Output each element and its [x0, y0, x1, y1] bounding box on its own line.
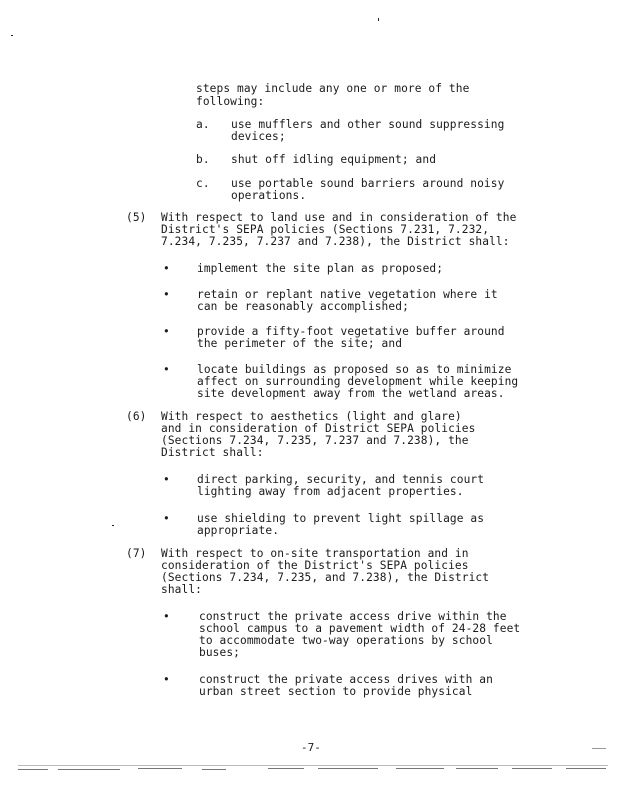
section-number: (7) [126, 547, 147, 560]
bullet-line: to accommodate two-way operations by school [199, 634, 493, 647]
list-marker: b. [196, 153, 210, 166]
section-line: shall: [161, 583, 203, 596]
section-line: With respect to land use and in consideration of the [161, 211, 517, 224]
bullet-line: construct the private access drives with an [199, 673, 493, 686]
scan-artifact-line [512, 768, 552, 769]
section-line: and in consideration of District SEPA policies [161, 422, 476, 435]
list-marker: c. [196, 177, 210, 190]
scan-artifact-line [138, 768, 182, 769]
scan-artifact-line [566, 768, 606, 769]
section-line: (Sections 7.234, 7.235, and 7.238), the District [161, 571, 490, 584]
page-number: -7- [301, 741, 321, 754]
bullet-line: locate buildings as proposed so as to minimize [197, 363, 512, 376]
section-number: (5) [126, 211, 147, 224]
section-line: District's SEPA policies (Sections 7.231, 7.232, [161, 223, 490, 236]
scan-artifact-line [18, 769, 48, 770]
scan-artifact-line [18, 765, 608, 766]
bullet-line: buses; [199, 646, 241, 659]
intro-line: steps may include any one or more of the [196, 82, 470, 95]
intro-line: following: [196, 95, 265, 108]
bullet-line: affect on surrounding development while keeping [197, 375, 519, 388]
section-line: With respect to on-site transportation and in [161, 547, 469, 560]
bullet-icon: • [163, 363, 170, 376]
section-line: consideration of the District's SEPA policies [161, 559, 469, 572]
bullet-icon: • [163, 262, 170, 275]
bullet-line: provide a fifty-foot vegetative buffer around [197, 325, 505, 338]
scan-artifact-line [202, 769, 226, 770]
bullet-line: site development away from the wetland areas. [197, 387, 505, 400]
bullet-icon: • [163, 673, 170, 686]
section-line: District shall: [161, 446, 264, 459]
scan-artifact-line [268, 768, 304, 769]
scan-artifact-line [318, 768, 378, 769]
bullet-line: urban street section to provide physical [199, 685, 473, 698]
scan-artifact-line [58, 769, 120, 770]
bullet-icon: • [163, 512, 170, 525]
bullet-icon: • [163, 288, 170, 301]
bullet-line: implement the site plan as proposed; [197, 262, 444, 275]
list-item-line: use portable sound barriers around noisy [231, 177, 505, 190]
scan-speck [378, 18, 379, 21]
list-marker: a. [196, 118, 210, 131]
list-item-line: use mufflers and other sound suppressing [231, 118, 505, 131]
section-line: 7.234, 7.235, 7.237 and 7.238), the District shall: [161, 235, 510, 248]
scan-artifact-line [396, 768, 444, 769]
scan-artifact-line [456, 768, 498, 769]
bullet-line: direct parking, security, and tennis court [197, 473, 485, 486]
scan-speck [11, 35, 13, 36]
bullet-line: the perimeter of the site; and [197, 337, 403, 350]
bullet-icon: • [163, 325, 170, 338]
scan-speck [112, 525, 114, 526]
list-item-line: operations. [231, 189, 307, 202]
bullet-line: appropriate. [197, 524, 280, 537]
bullet-line: construct the private access drive within the [199, 610, 507, 623]
list-item-line: shut off idling equipment; and [231, 153, 437, 166]
scan-artifact-line [592, 748, 606, 749]
bullet-line: retain or replant native vegetation where it [197, 288, 498, 301]
bullet-icon: • [163, 610, 170, 623]
bullet-line: lighting away from adjacent properties. [197, 485, 464, 498]
bullet-line: school campus to a pavement width of 24-28 feet [199, 622, 521, 635]
section-number: (6) [126, 410, 147, 423]
list-item-line: devices; [231, 130, 286, 143]
section-line: (Sections 7.234, 7.235, 7.237 and 7.238), the [161, 434, 469, 447]
section-line: With respect to aesthetics (light and glare) [161, 410, 462, 423]
bullet-line: can be reasonably accomplished; [197, 300, 409, 313]
bullet-line: use shielding to prevent light spillage as [197, 512, 485, 525]
bullet-icon: • [163, 473, 170, 486]
